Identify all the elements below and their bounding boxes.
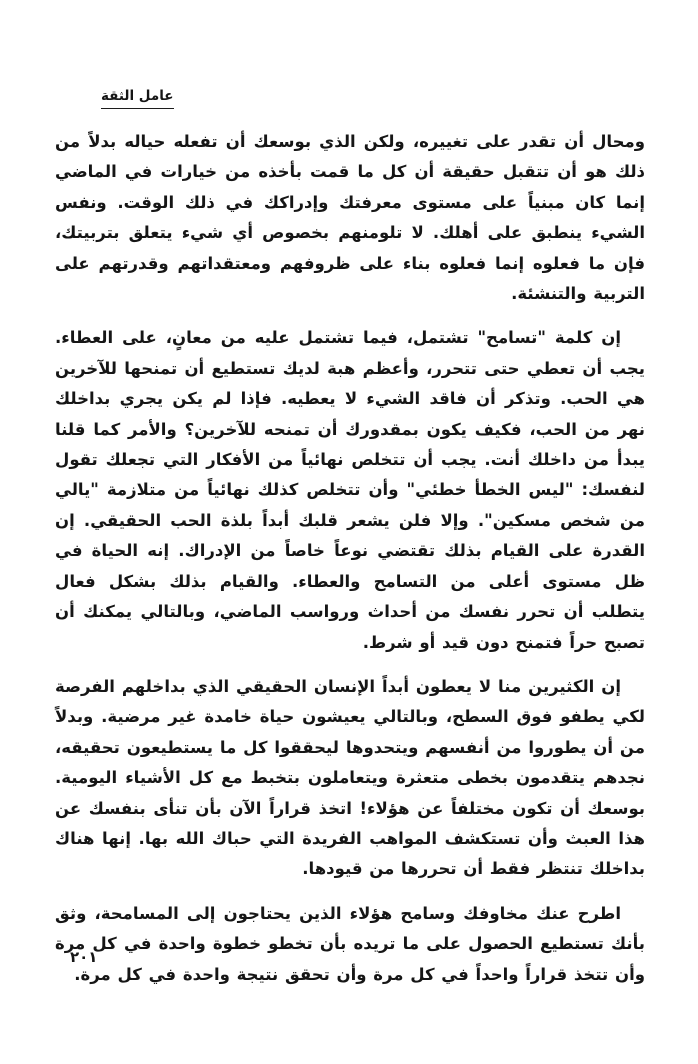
paragraph-4: اطرح عنك مخاوفك وسامح هؤلاء الذين يحتاجون إلى المسامحة، وثق بأنك تستطيع الحصول على ما تريده بأن تخطو خطوة واحدة في كل مرة وأن تتخذ قراراً واحداً في كل مرة وأن تحقق نتيجة واحدة في كل مرة.: [55, 903, 645, 984]
paragraph-1: ومحال أن تقدر على تغييره، ولكن الذي بوسعك أن تفعله حياله بدلاً من ذلك هو أن تتقبل حقيقة أن كل ما قمت بأخذه من خيارات في الماضي إنما كان مبنياً على مستوى معرفتك وإدراكك في ذلك الوقت. ونفس الشيء ينطبق على أهلك. لا تلومنهم بخصوص أي شيء يتعلق بتربيتك، فإن ما فعلوه إنما فعلوه بناء على ظروفهم ومعتقداتهم وقدرتهم على التربية والتنشئة.: [55, 132, 645, 304]
paragraph-3: إن الكثيرين منا لا يعطون أبداً الإنسان الحقيقي الذي بداخلهم الفرصة لكي يطفو فوق السطح، وبالتالي يعيشون حياة خامدة غير مرضية. وبدلاً من أن يطوروا من أنفسهم ويتحدوها ليحققوا كل ما يستطيعون تحقيقه، نجدهم يتقدمون بخطى متعثرة ويتعاملون بتخبط مع كل الأشياء اليومية. بوسعك أن تكون مختلفاً عن هؤلاء! اتخذ قراراً الآن بأن تنأى بنفسك عن هذا العبث وأن تستكشف المواهب الفريدة التي حباك الله بها. إنها هناك بداخلك تنتظر فقط أن تحررها من قيودها.: [55, 676, 645, 879]
paragraph-2: إن كلمة "تسامح" تشتمل، فيما تشتمل عليه من معانٍ، على العطاء. يجب أن تعطي حتى تتحرر، وأعظم هبة لديك تستطيع أن تمنحها للآخرين هي الحب. وتذكر أن فاقد الشيء لا يعطيه. فإذا لم يكن يجري بداخلك نهر من الحب، فكيف يكون بمقدورك أن تمنحه للآخرين؟ والأمر كما قلنا يبدأ من داخلك أنت. يجب أن تتخلص نهائياً من الأفكار التي تجعلك تقول لنفسك: "ليس الخطأ خطئي" وأن تتخلص كذلك نهائياً من متلازمة "يالي من شخص مسكين". وإلا فلن يشعر قلبك أبداً بلذة الحب الحقيقي. إن القدرة على القيام بذلك تقتضي نوعاً خاصاً من الإدراك. إنه الحياة في ظل مستوى أعلى من التسامح والعطاء. والقيام بذلك بشكل فعال يتطلب أن تحرر نفسك من أحداث ورواسب الماضي، وبالتالي يمكنك أن تصبح حراً فتمنح دون قيد أو شرط.: [55, 328, 645, 652]
page-body: [55, 127, 645, 1004]
running-header: [101, 88, 174, 109]
page-number: ٢٠١: [70, 948, 98, 966]
running-header-title: عامل الثقة: [101, 88, 174, 104]
